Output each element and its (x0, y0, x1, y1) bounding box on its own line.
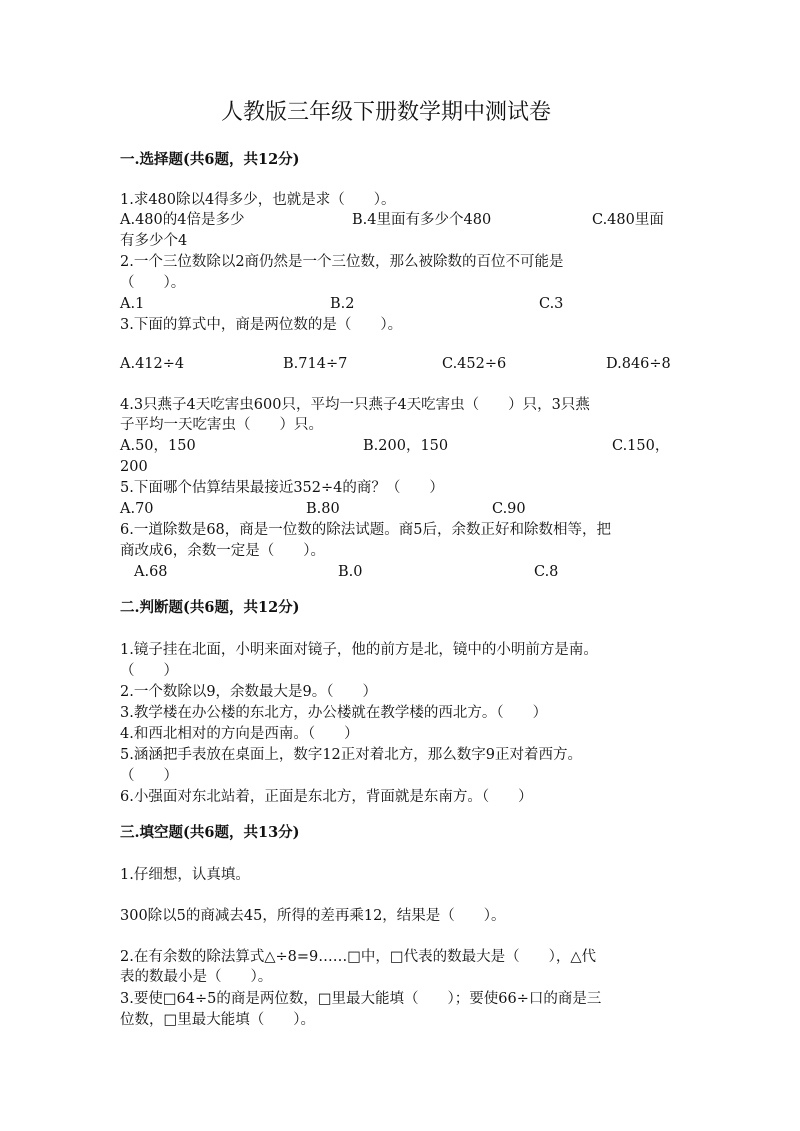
question-stem: 3.要使□64÷5的商是两位数，□里最大能填（ ）；要使66÷口的商是三 (120, 991, 602, 1007)
question-stem-continued: （ ） (120, 768, 178, 784)
question-stem: 3.下面的算式中，商是两位数的是（ ）。 (120, 317, 403, 333)
option-b: B.4里面有多少个480 (352, 212, 492, 228)
question-stem: 2.一个三位数除以2商仍然是一个三位数，那么被除数的百位不可能是 (120, 254, 564, 270)
question-stem: 4.3只燕子4天吃害虫600只，平均一只燕子4天吃害虫（ ）只，3只燕 (120, 397, 590, 413)
question-stem-continued: 位数，□里最大能填（ ）。 (120, 1012, 315, 1028)
option-c: C.480里面 (592, 212, 664, 228)
option-b: B.80 (306, 501, 340, 517)
option-c: C.3 (539, 296, 564, 312)
option-a: A.70 (120, 501, 154, 517)
option-b: B.0 (338, 564, 363, 580)
option-c: C.90 (492, 501, 526, 517)
section-heading-judgement: 二.判断题(共6题，共12分) (120, 599, 300, 616)
option-a: A.50，150 (120, 438, 196, 454)
option-b: B.200，150 (363, 438, 449, 454)
option-a: A.1 (120, 296, 145, 312)
option-a: A.412÷4 (120, 356, 185, 372)
section-heading-choice: 一.选择题(共6题，共12分) (120, 151, 300, 168)
option-a: A.480的4倍是多少 (120, 212, 245, 228)
option-c-continued: 有多少个4 (120, 233, 188, 249)
question-stem: 5.下面哪个估算结果最接近352÷4的商？（ ） (120, 480, 444, 496)
section-heading-fill: 三.填空题(共6题，共13分) (120, 824, 300, 841)
question-stem-continued: （ ）。 (120, 275, 186, 291)
question-stem: 6.小强面对东北站着，正面是东北方，背面就是东南方。（ ） (120, 789, 533, 805)
question-stem: 1.仔细想，认真填。 (120, 867, 250, 883)
question-stem: 1.求480除以4得多少，也就是求（ ）。 (120, 192, 396, 208)
option-b: B.2 (330, 296, 355, 312)
page-title: 人教版三年级下册数学期中测试卷 (221, 100, 552, 125)
question-stem-continued: 商改成6，余数一定是（ ）。 (120, 543, 325, 559)
question-stem: 4.和西北相对的方向是西南。（ ） (120, 726, 359, 742)
option-c: C.150， (612, 438, 670, 454)
option-b: B.714÷7 (283, 356, 348, 372)
question-stem-continued: （ ） (120, 663, 178, 679)
question-stem: 3.教学楼在办公楼的东北方，办公楼就在教学楼的西北方。（ ） (120, 705, 548, 721)
option-c: C.452÷6 (442, 356, 507, 372)
question-stem: 1.镜子挂在北面，小明来面对镜子，他的前方是北，镜中的小明前方是南。 (120, 642, 598, 658)
question-stem: 2.在有余数的除法算式△÷8=9……□中，□代表的数最大是（ ），△代 (120, 949, 597, 965)
option-c-continued: 200 (120, 459, 148, 475)
option-c: C.8 (534, 564, 559, 580)
question-stem-continued: 表的数最小是（ ）。 (120, 969, 273, 985)
option-d: D.846÷8 (606, 356, 671, 372)
question-stem: 5.涵涵把手表放在桌面上，数字12正对着北方，那么数字9正对着西方。 (120, 747, 583, 763)
question-stem: 2.一个数除以9，余数最大是9。（ ） (120, 684, 378, 700)
question-stem: 6.一道除数是68，商是一位数的除法试题。商5后，余数正好和除数相等，把 (120, 522, 612, 538)
question-detail: 300除以5的商减去45，所得的差再乘12，结果是（ ）。 (120, 908, 506, 924)
question-stem-continued: 子平均一天吃害虫（ ）只。 (120, 417, 323, 433)
option-a: A.68 (134, 564, 168, 580)
